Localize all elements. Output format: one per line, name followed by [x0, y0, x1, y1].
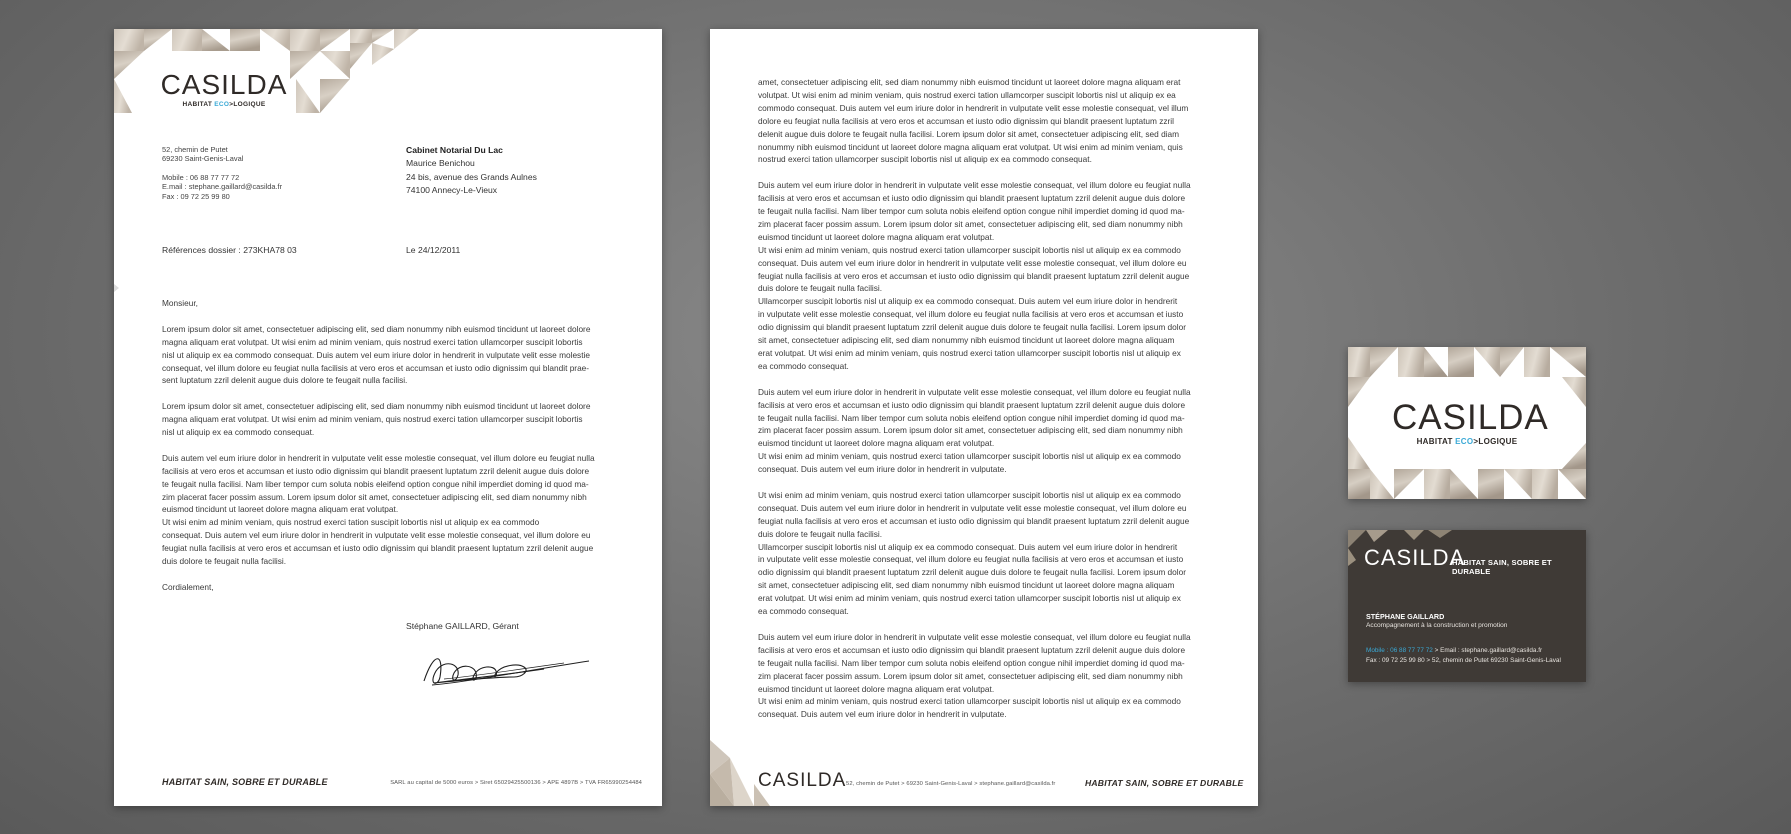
paragraph-line: consequat, vel illum dolore eu feugiat nulla facilisis at vero eros et accumsan et iusto odio dignissim qui blandit prae- [162, 362, 590, 373]
paragraph-line: facilisis at vero eros et accumsan et iusto odio dignissim qui blandit praesent luptatum zzril delenit augue duis dolore [162, 465, 590, 476]
paragraph-line: consequat. Duis autem vel eum iriure dolor in hendrerit in vulputate. [758, 709, 1007, 720]
card-contact-line-2: Fax : 09 72 25 99 80 > 52, chemin de Putet 69230 Saint-Genis-Laval [1366, 657, 1561, 664]
card-contact-line-1 [1366, 647, 1542, 654]
paragraph-line: te feugait nulla facilisi. Nam liber tempor cum soluta nobis eleifend option congue nihil imperdiet doming id quod ma- [758, 412, 1185, 423]
footer-legal: SARL au capital de 5000 euros > Siret 65029425500136 > APE 4897B > TVA FR65990254484 [390, 780, 642, 786]
paragraph-line: consequat. Duis autem vel eum iriure dolor in hendrerit in vulputate velit esse molestie consequat, vel illum dolore eu [758, 257, 1187, 268]
paragraph-line: odio dignissim qui blandit praesent luptatum zzril delenit augue duis dolore te feugait nulla facilisi. Lorem ipsum dolor [758, 322, 1186, 333]
business-card-front [1348, 347, 1586, 499]
paragraph-line: Ut wisi enim ad minim veniam, quis nostrud exerci tation ullamcorper suscipit lobortis nisl ut aliquip ex ea commodo [758, 489, 1181, 500]
paragraph [162, 452, 622, 568]
letterhead-page-2 [710, 29, 1258, 806]
paragraph-line: nisl ut aliquip ex ea commodo consequat. [162, 427, 315, 438]
paragraph-line: duis dolore te feugait nulla facilisi. [758, 528, 883, 539]
paragraph-line: facilisis at vero eros et accumsan et iusto odio dignissim qui blandit praesent luptatum zzril delenit augue duis dolore [758, 193, 1186, 204]
paragraph-line: euismod tincidunt ut laoreet dolore magna aliquam erat volutpat. [758, 231, 995, 242]
paragraph [758, 489, 1228, 618]
paragraph-line: euismod tincidunt ut laoreet dolore magna aliquam erat volutpat. [758, 683, 995, 694]
letterhead-page-1 [114, 29, 662, 806]
paragraph-line: Ut wisi enim ad minim veniam, quis nostrud exerci tation suscipit lobortis nisl ut aliquip ex ea commodo [162, 517, 540, 528]
logo-wordmark: CASILDA [160, 69, 288, 100]
paragraph-line: Ullamcorper suscipit lobortis nisl ut aliquip ex ea commodo consequat. Duis autem vel eum iriure dolor in hendrerit [758, 541, 1178, 552]
card-front-tagline [1392, 437, 1542, 446]
sender-mobile: Mobile : 06 88 77 77 72 [162, 172, 240, 182]
paragraph-line: magna aliquam erat volutpat. Ut wisi enim ad minim veniam, quis nostrud exerci tation ullamcorper suscipit lobortis [162, 336, 583, 347]
sender-city: 69230 Saint-Genis-Laval [162, 154, 244, 164]
paragraph-line: Duis autem vel eum iriure dolor in hendrerit in vulputate velit esse molestie consequat, vel illum dolore eu feugiat nulla [758, 386, 1191, 397]
footer-address: 52, chemin de Putet > 69230 Saint-Genis-Laval > stephane.gaillard@casilda.fr [846, 781, 1056, 787]
file-reference: Références dossier : 273KHA78 03 [162, 245, 297, 255]
paragraph-line: Duis autem vel eum iriure dolor in hendrerit in vulputate velit esse molestie consequat, vel illum dolore eu feugiat nulla [758, 631, 1191, 642]
business-card-back [1348, 530, 1586, 682]
card-tagline-eco: ECO [1455, 437, 1474, 446]
closing: Cordialement, [162, 581, 214, 592]
letter-date: Le 24/12/2011 [406, 245, 461, 255]
letter1-paragraphs [162, 323, 622, 568]
paragraph-line: magna aliquam erat volutpat. Ut wisi enim ad minim veniam, quis nostrud exerci tation ullamcorper suscipit lobortis [162, 414, 583, 425]
paragraph [758, 386, 1228, 476]
paragraph-line: sit amet, consectetuer adipiscing elit, sed diam nonummy nibh euismod tincidunt ut laoreet dolore magna aliquam [758, 335, 1175, 346]
card-email: > Email : stephane.gaillard@casilda.fr [1432, 647, 1543, 654]
paragraph [162, 400, 622, 439]
paragraph-line: Duis autem vel eum iriure dolor in hendrerit in vulputate velit esse molestie consequat, vel illum dolore eu feugiat nulla [758, 180, 1191, 191]
paragraph-line: sit amet, consectetuer adipiscing elit, sed diam nonummy nibh euismod tincidunt ut laoreet dolore magna aliquam [758, 580, 1175, 591]
card-mobile: Mobile : 06 88 77 77 72 [1366, 647, 1433, 654]
paragraph-line: in vulputate velit esse molestie consequat, vel illum dolore eu feugiat nulla facilisis at vero eros et accumsan et iusto [758, 309, 1184, 320]
letter-body [162, 297, 622, 607]
paragraph-line: Lorem ipsum dolor sit amet, consectetuer adipiscing elit, sed diam nonummy nibh euismod tincidunt ut laoreet dolore [162, 323, 591, 334]
paragraph-line: dolore eu feugiat nulla facilisis at vero eros et accumsan et iusto odio dignissim qui blandit praesent luptatum zzril [758, 115, 1174, 126]
sender-fax: Fax : 09 72 25 99 80 [162, 191, 230, 201]
footer-logo-wordmark: CASILDA [758, 770, 847, 791]
footer-slogan: HABITAT SAIN, SOBRE ET DURABLE [162, 777, 328, 787]
casilda-logo [160, 71, 288, 108]
card-person-role: Accompagnement à la construction et promotion [1366, 622, 1508, 629]
paragraph-line: feugiat nulla facilisis at vero eros et accumsan et iusto odio dignissim qui blandit praesent luptatum zzril delenit augue [162, 543, 594, 554]
signatory: Stéphane GAILLARD, Gérant [406, 621, 519, 631]
paragraph-line: consequat. Duis autem vel eum iriure dolor in hendrerit in vulputate velit esse molestie consequat, vel illum dolore eu [758, 502, 1187, 513]
card-front-logo [1392, 398, 1549, 446]
paragraph-line: volutpat. Ut wisi enim ad minim veniam, quis nostrud exerci tation ullamcorper suscipit lobortis nisl ut aliquip ex ea [758, 89, 1176, 100]
tagline-post: >LOGIQUE [229, 101, 266, 108]
paragraph-line: facilisis at vero eros et accumsan et iusto odio dignissim qui blandit praesent luptatum zzril delenit augue duis dolore [758, 644, 1186, 655]
paragraph-line: in vulputate velit esse molestie consequat, vel illum dolore eu feugiat nulla facilisis at vero eros et accumsan et iusto [758, 554, 1184, 565]
paragraph-line: Ut wisi enim ad minim veniam, quis nostrud exerci tation ullamcorper suscipit lobortis nisl ut aliquip ex ea commodo [758, 244, 1181, 255]
footer-slogan-page2: HABITAT SAIN, SOBRE ET DURABLE [1085, 778, 1244, 788]
paragraph-line: erat volutpat. Ut wisi enim ad minim veniam, quis nostrud exerci tation ullamcorper suscipit lobortis nisl ut aliquip ex [758, 593, 1181, 604]
salutation: Monsieur, [162, 298, 198, 308]
paragraph [758, 179, 1228, 373]
paragraph-line: amet, consectetuer adipiscing elit, sed diam nonummy nibh euismod tincidunt ut laoreet dolore magna aliquam erat [758, 77, 1181, 87]
recipient-city: 74100 Annecy-Le-Vieux [406, 185, 498, 196]
recipient-name: Cabinet Notarial Du Lac [406, 145, 503, 155]
paragraph-line: facilisis at vero eros et accumsan et iusto odio dignissim qui blandit praesent luptatum zzril delenit augue duis dolore [758, 399, 1186, 410]
letter2-body [758, 76, 1228, 734]
paragraph-line: Lorem ipsum dolor sit amet, consectetuer adipiscing elit, sed diam nonummy nibh euismod tincidunt ut laoreet dolore [162, 401, 591, 412]
paragraph-line: te feugait nulla facilisi. Nam liber tempor cum soluta nobis eleifend option congue nihil imperdiet doming id quod ma- [758, 206, 1185, 217]
recipient-street: 24 bis, avenue des Grands Aulnes [406, 171, 537, 182]
paragraph-line: sent luptatum zzril delenit augue duis dolore te feugait nulla facilisi. [162, 375, 408, 386]
recipient-person: Maurice Benichou [406, 158, 475, 169]
recipient-address [406, 144, 537, 198]
paragraph-line: zim placerat facer possim assum. Lorem ipsum dolor sit amet, consectetuer adipiscing elit, sed diam nonummy nibh [162, 491, 587, 502]
sender-address [162, 145, 282, 201]
tagline-pre: HABITAT [182, 101, 215, 108]
paragraph-line: ea commodo consequat. [758, 360, 849, 371]
paragraph-line: Ut wisi enim ad minim veniam, quis nostrud exerci tation ullamcorper suscipit lobortis nisl ut aliquip ex ea commodo [758, 451, 1181, 462]
card-person-name: STÉPHANE GAILLARD [1366, 612, 1445, 621]
card-back-slogan: HABITAT SAIN, SOBRE ET DURABLE [1452, 558, 1552, 576]
paragraph-line: zim placerat facer possim assum. Lorem ipsum dolor sit amet, consectetuer adipiscing elit, sed diam nonummy nibh [758, 425, 1183, 436]
card-back-wordmark: CASILDA [1364, 545, 1466, 570]
paragraph-line: feugiat nulla facilisis at vero eros et accumsan et iusto odio dignissim qui blandit praesent luptatum zzril delenit augue [758, 270, 1190, 281]
paragraph-line: odio dignissim qui blandit praesent luptatum zzril delenit augue duis dolore te feugait nulla facilisi. Lorem ipsum dolor [758, 567, 1186, 578]
paragraph [758, 631, 1228, 721]
letter2-paragraphs [758, 76, 1228, 721]
paragraph-line: erat volutpat. Ut wisi enim ad minim veniam, quis nostrud exerci tation ullamcorper suscipit lobortis nisl ut aliquip ex [758, 348, 1181, 359]
paragraph-line: euismod tincidunt ut laoreet dolore magna aliquam erat volutpat. [162, 504, 399, 515]
paragraph-line: delenit augue duis dolore te feugait nulla facilisi. Lorem ipsum dolor sit amet, consectetuer adipiscing elit, sed diam [758, 128, 1180, 139]
paragraph-line: consequat. Duis autem vel eum iriure dolor in hendrerit in vulputate velit esse molestie consequat, vel illum dolore eu [162, 530, 591, 541]
card-tagline-post: >LOGIQUE [1473, 437, 1518, 446]
tagline-eco: ECO [214, 101, 230, 108]
fold-mark [114, 284, 119, 292]
paragraph-line: Ut wisi enim ad minim veniam, quis nostrud exerci tation ullamcorper suscipit lobortis nisl ut aliquip ex ea commodo [758, 696, 1181, 707]
paragraph [758, 76, 1228, 166]
paragraph-line: consequat. Duis autem vel eum iriure dolor in hendrerit in vulputate. [758, 464, 1007, 475]
paragraph-line: nostrud exerci tation ullamcorper suscipit lobortis nisl ut aliquip ex ea commodo consequat. [758, 154, 1092, 165]
paragraph [162, 323, 622, 388]
card-tagline-pre: HABITAT [1416, 437, 1456, 446]
paragraph-line: Ullamcorper suscipit lobortis nisl ut aliquip ex ea commodo consequat. Duis autem vel eum iriure dolor in hendrerit [758, 296, 1178, 307]
paragraph-line: zim placerat facer possim assum. Lorem ipsum dolor sit amet, consectetuer adipiscing elit, sed diam nonummy nibh [758, 218, 1183, 229]
card-front-wordmark: CASILDA [1392, 398, 1549, 437]
paragraph-line: nisl ut aliquip ex ea commodo consequat. Duis autem vel eum iriure dolor in hendrerit in vulputate velit esse molestie [162, 349, 590, 360]
paragraph-line: duis dolore te feugait nulla facilisi. [758, 283, 883, 294]
paragraph-line: Duis autem vel eum iriure dolor in hendrerit in vulputate velit esse molestie consequat, vel illum dolore eu feugiat nulla [162, 452, 595, 463]
paragraph-line: ea commodo consequat. [758, 606, 849, 617]
signature-graphic [414, 641, 594, 693]
sender-street: 52, chemin de Putet [162, 145, 228, 154]
paragraph-line: euismod tincidunt ut laoreet dolore magna aliquam erat volutpat. [758, 438, 995, 449]
paragraph-line: commodo consequat. Duis autem vel eum iriure dolor in hendrerit in vulputate velit esse molestie consequat, vel illum [758, 102, 1189, 113]
sender-email: E.mail : stephane.gaillard@casilda.fr [162, 182, 283, 192]
paragraph-line: feugiat nulla facilisis at vero eros et accumsan et iusto odio dignissim qui blandit praesent luptatum zzril delenit augue [758, 515, 1190, 526]
paragraph-line: zim placerat facer possim assum. Lorem ipsum dolor sit amet, consectetuer adipiscing elit, sed diam nonummy nibh [758, 670, 1183, 681]
paragraph-line: te feugait nulla facilisi. Nam liber tempor cum soluta nobis eleifend option congue nihil imperdiet doming id quod ma- [758, 657, 1185, 668]
paragraph-line: te feugait nulla facilisi. Nam liber tempor cum soluta nobis eleifend option congue nihil imperdiet doming id quod ma- [162, 478, 589, 489]
paragraph-line: nonummy nibh euismod tincidunt ut laoreet dolore magna aliquam erat volutpat. Ut wisi enim ad minim veniam, quis [758, 141, 1183, 152]
logo-tagline [160, 101, 288, 108]
paragraph-line: duis dolore te feugait nulla facilisi. [162, 556, 287, 567]
